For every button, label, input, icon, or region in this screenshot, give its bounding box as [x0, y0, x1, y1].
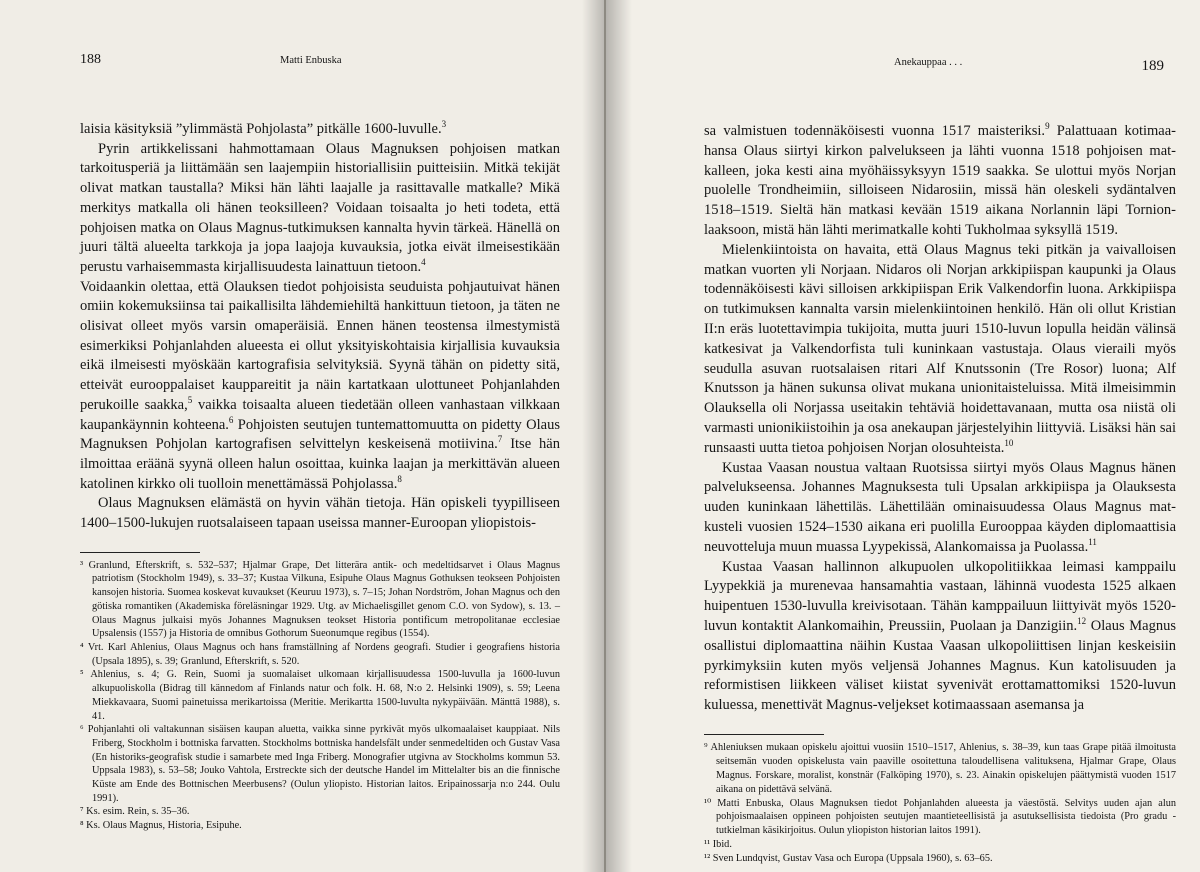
- footnote-ref: 9: [1045, 121, 1050, 132]
- footnote: ⁶ Pohjanlahti oli valtakunnan sisäisen kaupan aluetta, vaikka sinne pyrkivät myös ulkomaalaiset kauppiaat. Nils Friberg, Stockholm i bottniska farvatten. Stockholms bottniska handelsfält under senmedeltiden och Gustav Vasa (En historiks-geografisk studie i samarbete med Inga Friberg. Monografier utgivna av Stockholms kommun 53. Uppsala 1983), s. 53–58; Jouko Vahtola, Erstreckte sich der deutsche Handel im Mittelalter bis an die finnische Küste am Ende des Bottnischen Meerbusens? (Oulun yliopisto. Historian laitos. Eripainossarja n:o 244. Oulu 1991).: [80, 724, 560, 804]
- footnote-divider: [80, 552, 200, 553]
- footnote-ref: 6: [228, 414, 234, 425]
- page-number: 189: [1141, 58, 1164, 74]
- footnote: ¹¹ Ibid.: [704, 839, 732, 851]
- footnote: ⁸ Ks. Olaus Magnus, Historia, Esipuhe.: [80, 820, 242, 832]
- body-text: [80, 120, 560, 534]
- footnote: ³ Granlund, Efterskrift, s. 532–537; Hjalmar Grape, Det litterära antik- och medeltidsarvet i Olaus Magnus patriotism (Stockholm 1949), s. 33–37; Kustaa Vilkuna, Esipuhe Olaus Magnus Gothuksen teokseen Pohjoisten kansojen historia. Suomea koskevat kuvaukset (Keuruu 1973), s. 7–15; Johan Nordström, Johan Magnus och den götiska romantiken (Akademiska föreläsningar 1929. Utg. av Michaelisgillet genom C.O. von Sydow), s. 13. – Olaus Magnus julkaisi myös Johannes Magnuksen teokset Historia pontificum metropolitanae ecclesiae Upsalensis (1557) ja Historia de omnibus Gothorum Sueonumque regibus (1554).: [80, 559, 560, 640]
- footnote-ref: 10: [1004, 437, 1014, 448]
- left-header: [80, 52, 560, 74]
- running-head: Matti Enbuska: [280, 55, 342, 66]
- right-page: [606, 0, 1200, 872]
- footnote-ref: 12: [1077, 616, 1087, 627]
- body-text: [704, 122, 1176, 716]
- footnote-ref: 8: [397, 473, 402, 484]
- paragraph: laisia käsityksiä ”ylimmästä Pohjolasta” pitkälle 1600-luvulle.$^3$: [80, 119, 447, 137]
- paragraph: sa valmistuen todennäköisesti vuonna 1517 maisteriksi.$^9$ Palattuaan kotimaahansa Olaus siirtyi kirkon palvelukseen ja lähti vuonna 1518 pohjoisen matkalleen, joka kesti aina myöhäissyksyyn 1519 saakka. Se ulottui myös Norjan puolelle Trondheimiin, silloiseen Nidarosiin, missä hän oleskeli sydäntalven 1518–1519. Sieltä hän matkasi kevään 1519 aikana Norlannin läpi Tornionlaaksoon, mistä hän lähti merimatkalle kohti Tukholmaa syksyllä 1519.: [704, 121, 1176, 238]
- right-header: [704, 52, 1176, 74]
- page-number: 188: [80, 52, 101, 67]
- footnote-ref: 3: [441, 119, 447, 130]
- paragraph: Mielenkiintoista on havaita, että Olaus Magnus teki pitkän ja vaivalloisen matkan vuorten yli Norjaan. Nidaros oli Norjan arkkipiispan kaupunki ja Olaus todennäköisesti kävi silloisen arkkipiispan Erik Valkendorfin luona. Arkkipiispa on tutkimuksen kannalta varsin mielenkiintoinen henkilö. Hän oli ollut Kristian II:n eräs luotettavimpia tukijoita, mutta juuri 1510-luvun lopulla heidän välinsä katkesivat ja Valkendorfista tuli kuninkaan vastustaja. Olaus vieraili myös seudulla asuvan ruotsalaisen ritari Alf Knutssonin (Tre Rosor) luona; Alf Knutsson ja hänen sukunsa olivat mukana unionitaisteluissa. Mitä ilmeisimmin Olauksella oli Norjassa useitakin tehtäviä hoidettavanaan, mutta osa niistä oli varmasti unionikiistoihin ja osa anekaupan järjestelyihin liittyviä. Lisäksi hän sai runsaasti uutta tietoa pohjoisen Norjan olosuhteista.$^{10}$: [704, 241, 1176, 456]
- footnote: ⁷ Ks. esim. Rein, s. 35–36.: [80, 806, 190, 818]
- running-head: Anekauppaa . . .: [894, 57, 963, 68]
- footnote: ¹² Sven Lundqvist, Gustav Vasa och Europa (Uppsala 1960), s. 63–65.: [704, 853, 993, 865]
- footnotes: [80, 559, 560, 833]
- footnote: ¹⁰ Matti Enbuska, Olaus Magnuksen tiedot Pohjanlahden alueesta ja väestöstä. Selvitys uuden ajan alun pohjoismaalaisen oppineen pohjoisten seutujen maantieteellisistä ja asutuksellisista tiedoista (Pro gradu -tutkielman käsikirjoitus. Oulun yliopiston historian laitos 1991).: [704, 797, 1176, 837]
- footnote-ref: 5: [187, 395, 193, 406]
- footnote-ref: 7: [497, 434, 503, 445]
- paragraph: Pyrin artikkelissani hahmottamaan Olaus Magnuksen pohjoisen matkan tarkoitusperiä ja liittämään sen laajempiin historiallisiin puitteisiin. Mitkä tekijät olivat matkan taustalla? Miksi hän lähti laajalle ja rasittavalle matkalle? Mikä merkitys matkalla oli hänen teoksilleen? Voidaan toisaalta jo heti todeta, että pohjoisen matka on Olaus Magnus-tutkimuksen kannalta hyvin tärkeä. Hänellä on juuri tältä alueelta tarkkoja ja jopa laajoja kuvauksia, jotka eivät ilmeisestikään perustu varhaisemmasta kirjallisuudesta lainattuun tietoon.$^4$: [80, 140, 560, 275]
- paragraph: Voidaankin olettaa, että Olauksen tiedot pohjoisista seuduista pohjautuivat hänen omiin kokemuksiinsa tai paikallisilta lähdemiehiltä hankittuun tietoon, ja täten ne olisivat olleet myös varsin omaperäisiä. Ennen hänen teostensa ilmestymistä esimerkiksi Pohjanlahden alueesta ei ollut yksityiskohtaisia kirjallisia kuvauksia eikä ilmeisesti myöskään kartografisia selvityksiä. Syynä tähän on pidetty sitä, etteivät eurooppalaiset kauppareitit ja näin kartatkaan ulottuneet Pohjanlahden perukoille saakka,$^5$ vaikka toisaalta alueen tiedetään olleen vanhastaan vilkkaan kaupankäynnin kohteena.$^6$ Pohjoisten seutujen tuntemattomuutta on pidetty Olaus Magnuksen Pohjolan kartografisen selvittelyn keskeisenä motiivina.$^7$ Itse hän ilmoittaa eräänä syynä olleen halun osoittaa, kuinka laajan ja merkittävän alueen katolinen kirkko oli tuolloin menettämässä Pohjolassa.$^8$: [80, 278, 560, 492]
- paragraph: Olaus Magnuksen elämästä on hyvin vähän tietoja. Hän opiskeli tyypilliseen 1400–1500-lukujen ruotsalaiseen tapaan useissa manner-Euroopan yliopistois-: [80, 495, 560, 532]
- footnote-divider: [704, 734, 824, 735]
- footnote: ⁴ Vrt. Karl Ahlenius, Olaus Magnus och hans framställning af Nordens geografi. Studier i geografiens historia (Upsala 1895), s. 39; Granlund, Efterskrift, s. 520.: [80, 641, 560, 667]
- footnote-ref: 4: [421, 257, 426, 268]
- footnote: ⁵ Ahlenius, s. 4; G. Rein, Suomi ja suomalaiset ulkomaan kirjallisuudessa 1500-luvulla ja 1600-luvun alkupuoliskolla (Bidrag till kännedom af Finlands natur och folk. H. 68, N:o 2. Helsinki 1909), s. 59; Leena Miekkavaara, Suomi painetuissa merikartoissa (Meritie. Merikartta 1500-luvulta nykypäivään. Mänttä 1988), s. 41.: [80, 669, 560, 722]
- footnotes: [704, 741, 1176, 866]
- footnote-ref: 11: [1088, 536, 1097, 547]
- paragraph: Kustaa Vaasan hallinnon alkupuolen ulkopolitiikkaa leimasi kamppailu Lyypekkiä ja murenevaa hansamahtia vastaan, lähinnä vuodesta 1525 alkaen huipentuen 1530-luvulla kreivisotaan. Tähän kamppailuun liittyivät myös 1520-luvun kontaktit Alankomaihin, Preussiin, Puolaan ja Danzigiin.$^{12}$ Olaus Magnus osallistui diplomaattina näihin Kustaa Vaasan ulkopoliittisen linjan keskeisiin pyrkimyksiin kuten myös veljensä Johannes Magnus. Kun katolisuuden ja reformistisen liikkeen väliset kiistat syvenivät erottamattomiksi 1520-luvun kuluessa, menettivät Magnus-veljekset kotimaassaan asemansa ja: [704, 558, 1176, 714]
- footnote: ⁹ Ahleniuksen mukaan opiskelu ajoittui vuosiin 1510–1517, Ahlenius, s. 38–39, kun taas Grape pitää ilmoitusta seitsemän vuoden opiskelusta vain paaville osoitettuna taloudellisena valituksena, Hjalmar Grape, Olaus Magnus. Forskare, moralist, konstnär (Falköping 1970), s. 23. Ainakin opiskelujen päättymistä vuoden 1517 aikana on pidettävä selvänä.: [704, 741, 1176, 795]
- paragraph: Kustaa Vaasan noustua valtaan Ruotsissa siirtyi myös Olaus Magnus hänen palvelukseensa. Johannes Magnuksesta tuli Upsalan arkkipiispa ja Olauksesta uuden kuninkaan lähettiläs. Lähettilään ominaisuudessa Olaus Magnus matkusteli vuosien 1524–1530 aikana eri puolilla Eurooppaa käyden diplomaattisia neuvotteluja muun muassa Lyypekissä, Alankomaissa ja Puolassa.$^{11}$: [704, 459, 1176, 555]
